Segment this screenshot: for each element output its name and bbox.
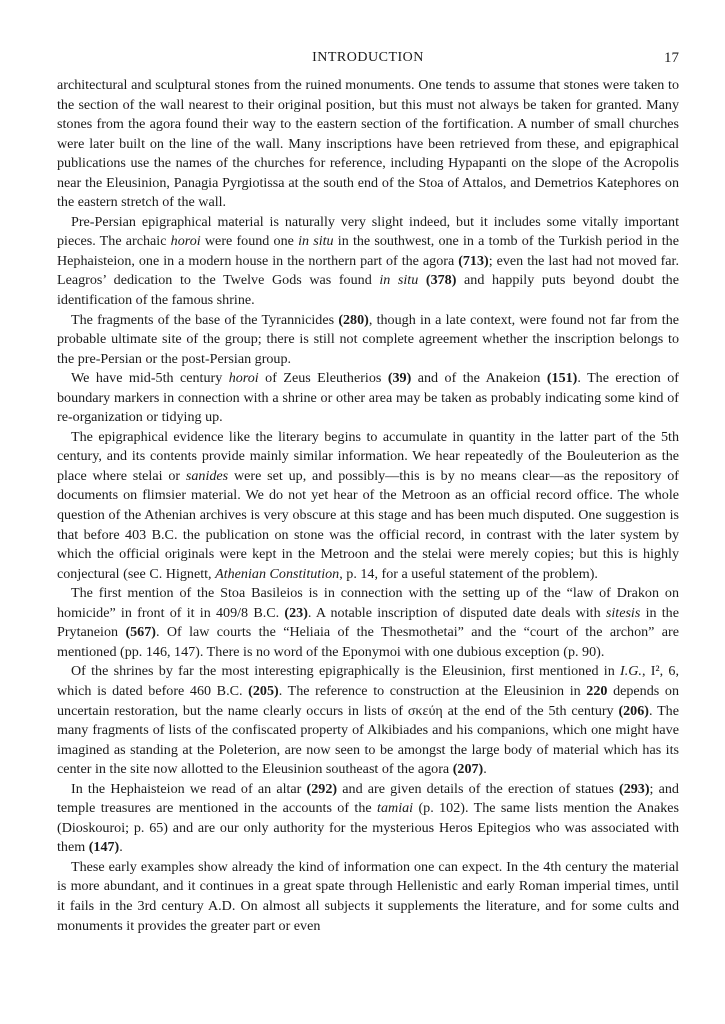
text-run: . Of law courts the “Heliaia of the Thesmothetai” and the “court of the archon” are mentioned (pp. 146, 147). There is no word of the Eponymoi with one dubious exception (p. 90). bbox=[57, 624, 679, 660]
text-run: of Zeus Eleutherios bbox=[258, 370, 388, 387]
text-run: (p. 102). The same lists mention the Anakes (Dioskouroi; p. 65) and are our only authority for the mysterious Heros Epitegios who was associated with them bbox=[57, 800, 679, 856]
italic-term: Athenian Constitution bbox=[215, 565, 340, 582]
italic-term: in situ bbox=[298, 233, 334, 250]
paragraph bbox=[57, 858, 679, 936]
catalogue-number: (567) bbox=[125, 624, 156, 641]
body-text bbox=[57, 76, 679, 936]
text-run: were found one bbox=[200, 233, 299, 250]
running-head bbox=[57, 50, 679, 68]
catalogue-number: (280) bbox=[338, 311, 369, 328]
text-run: The first mention of the Stoa Basileios is in connection with the setting up of the “law of Drakon on homicide” in front of it in 409/8 B.C. bbox=[57, 585, 679, 621]
italic-term: sanides bbox=[185, 467, 229, 484]
paragraph bbox=[57, 428, 679, 584]
text-run: depends on uncertain restoration, but the name clearly occurs in lists of σκεύη at the end of the 5th century bbox=[57, 682, 679, 719]
paragraph bbox=[57, 76, 679, 213]
catalogue-number: (23) bbox=[284, 604, 308, 621]
text-run bbox=[418, 272, 426, 288]
running-title: INTRODUCTION bbox=[312, 50, 424, 65]
catalogue-number: (39) bbox=[387, 370, 412, 387]
text-run: . The reference to construction at the Eleusinion in bbox=[278, 682, 587, 699]
italic-term: tamiai bbox=[377, 800, 414, 817]
catalogue-number: (151) bbox=[546, 370, 578, 387]
text-run: These early examples show already the kind of information one can expect. In the 4th century the material is more abundant, and it continues in a great spate through Hellenistic and early Roman imperial times, until it fails in the 3rd century A.D. On almost all subjects it supplements the literature, and for some cults and monuments it provides the greater part or even bbox=[57, 858, 679, 934]
italic-term: sitesis bbox=[605, 604, 641, 621]
catalogue-number: (292) bbox=[306, 780, 338, 797]
catalogue-number: (378) bbox=[425, 272, 457, 289]
text-run: were set up, and possibly—this is by no means clear—as the repository of documents on flimsier material. We do not yet hear of the Metroon as an official record office. The whole question of the Athenian archives is very obscure at this stage and has been much disputed. One suggestion is that before 403 B.C. the publication on stone was the official record, in contrast with the later system by which the official originals were kept in the Metroon and the stelai were merely copies; but this is highly conjectural (see C. Hignett, bbox=[57, 467, 679, 582]
italic-term: horoi bbox=[228, 370, 259, 387]
text-run: , p. 14, for a useful statement of the problem). bbox=[339, 565, 598, 582]
italic-term: I.G. bbox=[620, 663, 642, 680]
text-run: Of the shrines by far the most interesting epigraphically is the Eleusinion, first mentioned in bbox=[71, 663, 621, 680]
text-run: . A notable inscription of disputed date deals with bbox=[307, 604, 606, 621]
paragraph bbox=[57, 780, 679, 858]
text-run: . The erection of boundary markers in connection with a shrine or other area may be taken as probably indicating some kind of re-organization or tidying up. bbox=[57, 370, 679, 426]
text-run: We have mid-5th century bbox=[71, 370, 229, 387]
text-run: and of the Anakeion bbox=[411, 370, 547, 387]
catalogue-number: (205) bbox=[248, 682, 279, 699]
paragraph bbox=[57, 213, 679, 311]
paragraph bbox=[57, 369, 679, 428]
text-run: ; even the last had not moved far. Leagros’ dedication to the Twelve Gods was found bbox=[57, 252, 679, 289]
catalogue-number: 220 bbox=[586, 682, 608, 699]
text-run: In the Hephaisteion we read of an altar bbox=[71, 780, 307, 797]
text-run: and are given details of the erection of statues bbox=[337, 780, 619, 797]
text-run: in the southwest, one in a tomb of the Turkish period in the Hephaisteion, one in a modern house in the northern part of the agora bbox=[57, 233, 679, 269]
page-number: 17 bbox=[664, 50, 679, 66]
text-run: . bbox=[483, 761, 487, 778]
text-run: ; and temple treasures are mentioned in the accounts of the bbox=[57, 780, 679, 817]
text-run: , I², 6, which is dated before 460 B.C. bbox=[57, 663, 679, 699]
italic-term: in situ bbox=[379, 272, 419, 289]
paragraph bbox=[57, 311, 679, 370]
catalogue-number: (713) bbox=[458, 252, 489, 269]
paragraph bbox=[57, 662, 679, 779]
text-run: architectural and sculptural stones from the ruined monuments. One tends to assume that stones were taken to the section of the wall nearest to their original position, but this must not always be taken for granted. Many stones from the agora found their way to the eastern section of the fortification. A number of small churches were later built on the line of the wall. Many inscriptions have been retrieved from these, and epigraphical publications use the names of the churches for reference, including Hypapanti on the slope of the Acropolis near the Eleusinion, Panagia Pyrgiotissa at the south end of the Stoa of Attalos, and Demetrios Katephores on the eastern stretch of the wall. bbox=[57, 77, 679, 211]
text-run: . The many fragments of lists of the confiscated property of Alkibiades and his companions, which one might have imagined as standing at the Poleterion, are now seen to be amongst the large body of material which has its center in the site now allotted to the Eleusinion southeast of the agora bbox=[57, 702, 679, 778]
text-run: Pre-Persian epigraphical material is naturally very slight indeed, but it includes some vitally important pieces. The archaic bbox=[57, 213, 679, 250]
text-run: and happily puts beyond doubt the identification of the famous shrine. bbox=[57, 272, 679, 309]
paragraph bbox=[57, 584, 679, 662]
catalogue-number: (147) bbox=[88, 839, 120, 856]
book-page bbox=[57, 50, 679, 936]
text-run: The epigraphical evidence like the literary begins to accumulate in quantity in the latter part of the 5th century, and its contents provide mainly similar information. We hear repeatedly of the Bouleuterion as the place where stelai or bbox=[57, 428, 679, 484]
catalogue-number: (206) bbox=[618, 702, 649, 719]
text-run: The fragments of the base of the Tyrannicides bbox=[71, 311, 339, 328]
catalogue-number: (207) bbox=[452, 761, 484, 778]
italic-term: horoi bbox=[170, 233, 201, 250]
text-run: . bbox=[119, 839, 123, 856]
text-run: , though in a late context, were found not far from the probable ultimate site of the group; there is still not complete agreement whether the inscription belongs to the pre-Persian or the post-Persian group. bbox=[57, 311, 680, 367]
text-run: in the Prytaneion bbox=[57, 604, 679, 641]
catalogue-number: (293) bbox=[619, 780, 650, 797]
